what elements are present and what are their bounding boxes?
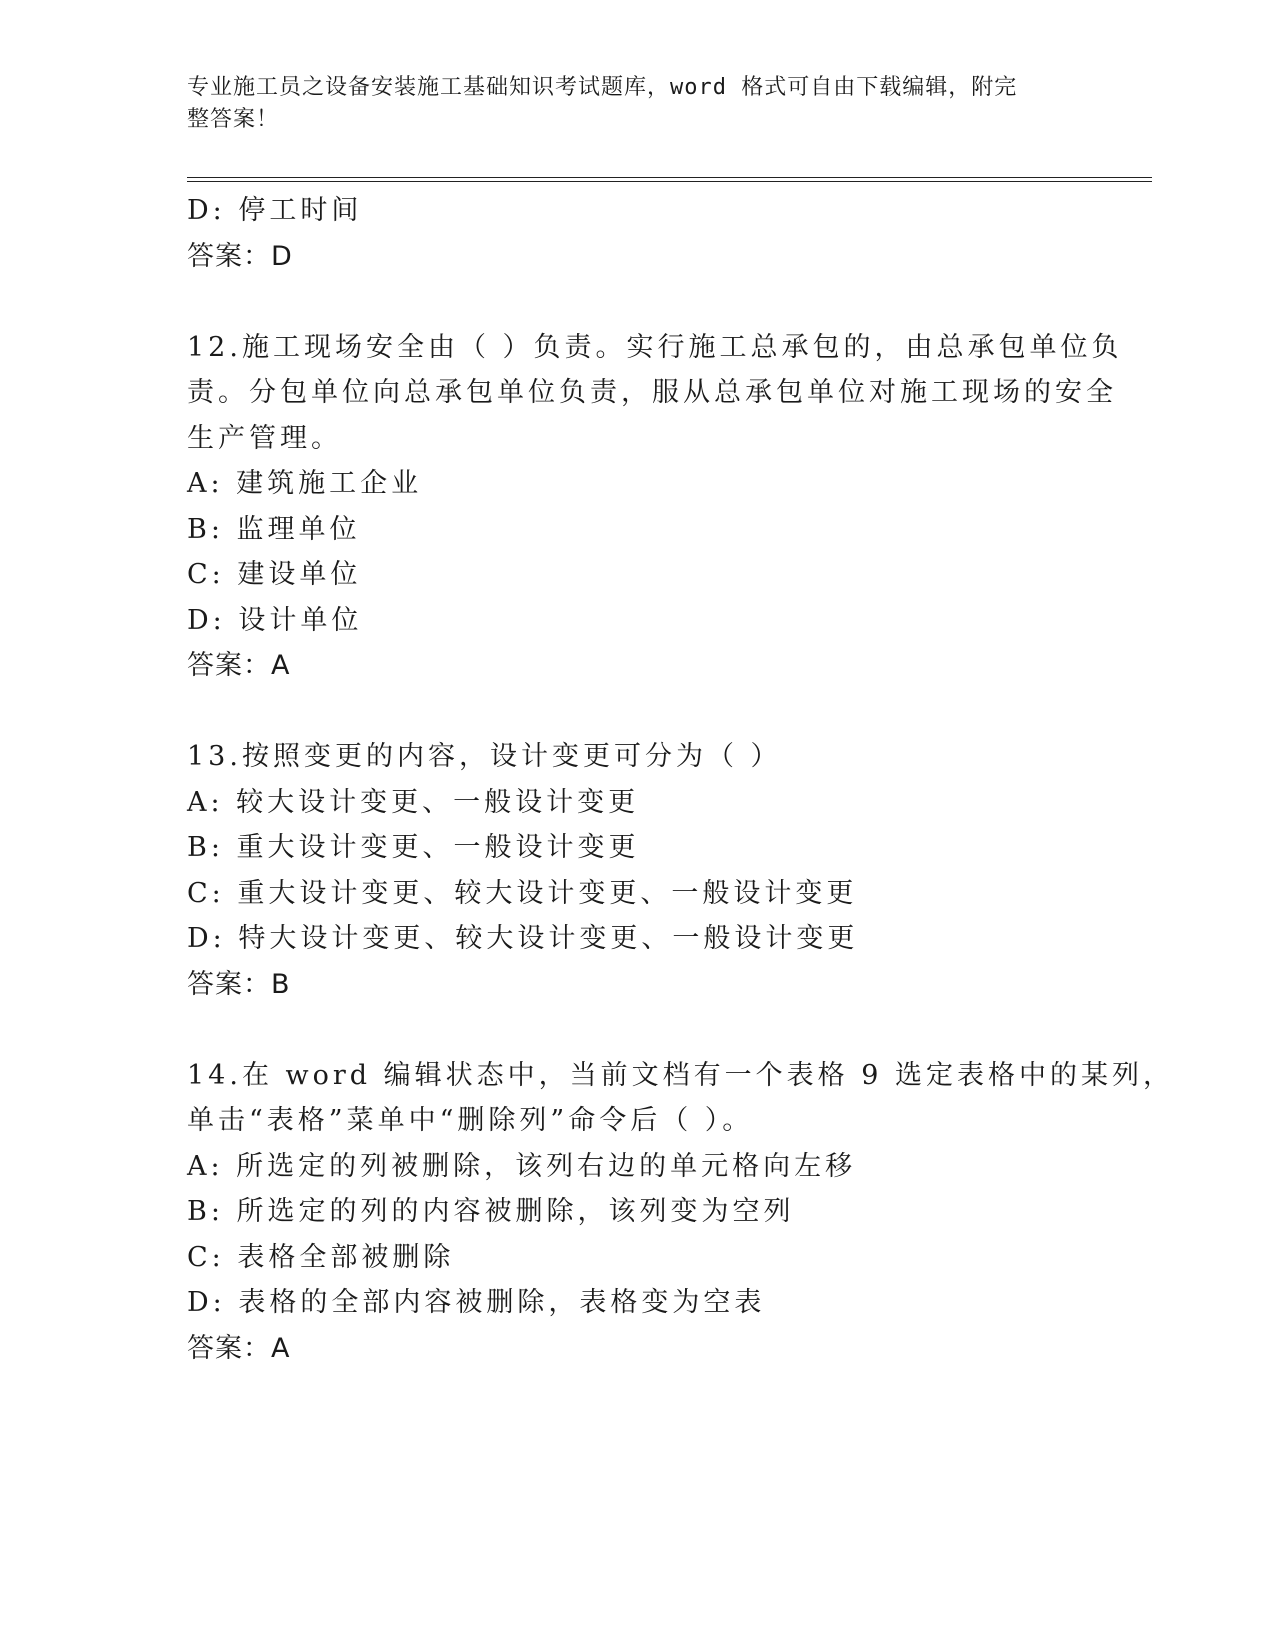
page-header (187, 72, 1067, 136)
question-12-option-d: D: 设计单位 (187, 604, 363, 636)
question-12-answer: 答案：A (187, 650, 291, 681)
question-14-stem-line-2: 单击“表格”菜单中“删除列”命令后（ ）。 (187, 1105, 754, 1136)
question-12 (187, 325, 1123, 689)
question-13-answer: 答案：B (187, 968, 291, 1000)
spacer (187, 279, 1087, 325)
question-12-stem-line-3: 生产管理。 (187, 422, 342, 454)
question-14-answer: 答案：A (187, 1332, 291, 1364)
question-12-stem-line-2: 责。分包单位向总承包单位负责，服从总承包单位对施工现场的安全 (187, 377, 1117, 408)
question-14-stem-line-1: 14.在 word 编辑状态中，当前文档有一个表格 9 选定表格中的某列， (187, 1059, 1175, 1091)
question-13-option-a: A: 较大设计变更、一般设计变更 (187, 786, 640, 818)
document-body (187, 188, 1175, 1371)
question-14-option-c: C: 表格全部被删除 (187, 1241, 455, 1273)
question-13-stem-line-1: 13.按照变更的内容，设计变更可分为（ ） (187, 741, 782, 772)
question-12-stem-line-1: 12.施工现场安全由（ ）负责。实行施工总承包的，由总承包单位负 (187, 331, 1123, 363)
header-title-line-2: 整答案！ (187, 107, 280, 132)
question-12-option-b: B: 监理单位 (187, 513, 361, 545)
question-14-option-d: D: 表格的全部内容被删除，表格变为空表 (187, 1287, 766, 1318)
header-divider-bottom (187, 181, 1152, 182)
question-13-option-b: B: 重大设计变更、一般设计变更 (187, 832, 640, 863)
question-14 (187, 1053, 1175, 1372)
question-12-option-a: A: 建筑施工企业 (187, 468, 423, 499)
question-12-option-c: C: 建设单位 (187, 559, 362, 590)
header-title-line-1: 专业施工员之设备安装施工基础知识考试题库，word 格式可自由下载编辑，附完 (187, 75, 1018, 100)
carryover-answer: 答案：D (187, 240, 293, 272)
question-13 (187, 734, 1087, 1007)
question-14-option-a: A: 所选定的列被删除，该列右边的单元格向左移 (187, 1150, 857, 1182)
spacer (187, 689, 1087, 735)
header-divider-top (187, 177, 1152, 178)
question-14-option-b: B: 所选定的列的内容被删除，该列变为空列 (187, 1196, 795, 1227)
spacer (187, 1007, 1087, 1053)
carryover-option-d: D: 停工时间 (187, 195, 363, 226)
question-13-option-d: D: 特大设计变更、较大设计变更、一般设计变更 (187, 923, 859, 954)
question-13-option-c: C: 重大设计变更、较大设计变更、一般设计变更 (187, 877, 858, 909)
